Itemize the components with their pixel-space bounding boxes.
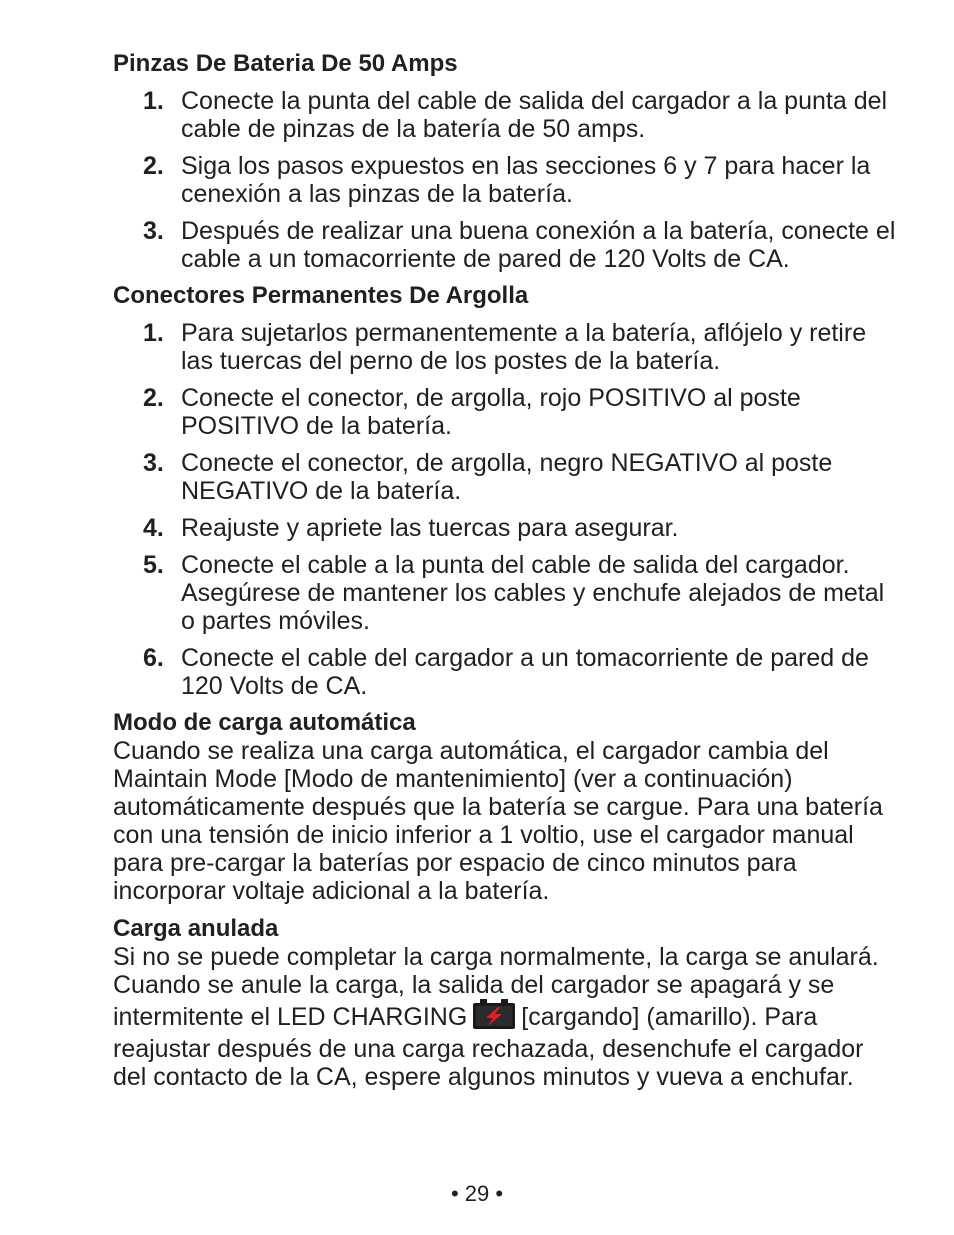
step-text: Conecte el conector, de argolla, negro NEGATIVO al poste NEGATIVO de la batería. (181, 449, 833, 505)
step-number: 4. (143, 514, 164, 542)
list-item (113, 152, 903, 208)
step-text: Reajuste y apriete las tuercas para asegurar. (181, 514, 679, 542)
steps-list-50-amp-clamps (113, 87, 903, 273)
auto-mode-paragraph: Cuando se realiza una carga automática, el cargador cambia del Maintain Mode [Modo de mantenimiento] (ver a continuación) automáticamente después que la batería se cargue. Para una batería con una tensión de inicio inferior a 1 voltio, use el cargador manual para pre-cargar la baterías por espacio de cinco minutos para incorporar voltaje adicional a la batería. (113, 737, 883, 905)
section-heading-50-amp-clamps: Pinzas De Bateria De 50 Amps (113, 50, 458, 77)
manual-page (113, 50, 903, 1091)
step-text: Siga los pasos expuestos en las secciones 6 y 7 para hacer la cenexión a las pinzas de la batería. (181, 152, 871, 208)
page-number: • 29 • (450, 1181, 504, 1206)
aborted-charge-paragraph (113, 943, 903, 1091)
step-number: 5. (143, 551, 164, 579)
section-heading-ring-connectors: Conectores Permanentes De Argolla (113, 282, 529, 309)
step-text: Después de realizar una buena conexión a la batería, conecte el cable a un tomacorriente de pared de 120 Volts de CA. (181, 217, 896, 273)
step-text: Conecte el cable del cargador a un tomacorriente de pared de 120 Volts de CA. (181, 644, 869, 700)
list-item (113, 514, 903, 542)
list-item (113, 644, 903, 700)
step-number: 1. (143, 319, 164, 347)
list-item (113, 551, 903, 635)
step-number: 3. (143, 217, 164, 245)
section-heading-aborted-charge: Carga anulada (113, 915, 279, 942)
aborted-text-before: Si no se puede completar la carga normalmente, la carga se anulará. Cuando se anule la carga, la salida del cargador se apagará y se intermitente el LED CHARGING (113, 943, 879, 1031)
list-item (113, 87, 903, 143)
section-heading-auto-mode: Modo de carga automática (113, 709, 416, 736)
step-number: 2. (143, 152, 164, 180)
list-item (113, 217, 903, 273)
step-number: 6. (143, 644, 164, 672)
step-number: 3. (143, 449, 164, 477)
step-number: 1. (143, 87, 164, 115)
step-text: Conecte el cable a la punta del cable de salida del cargador. Asegúrese de mantener los cables y enchufe alejados de metal o partes móviles. (181, 551, 885, 635)
list-item (113, 384, 903, 440)
step-number: 2. (143, 384, 164, 412)
aborted-text-after: [cargando] (amarillo). Para reajustar después de una carga rechazada, desenchufe el cargador del contacto de la CA, espere algunos minutos y vueva a enchufar. (113, 1003, 864, 1091)
list-item (113, 449, 903, 505)
steps-list-ring-connectors (113, 319, 903, 700)
step-text: Conecte la punta del cable de salida del cargador a la punta del cable de pinzas de la batería de 50 amps. (181, 87, 888, 143)
battery-charging-led-icon (473, 999, 515, 1035)
step-text: Conecte el conector, de argolla, rojo POSITIVO al poste POSITIVO de la batería. (181, 384, 801, 440)
step-text: Para sujetarlos permanentemente a la batería, aflójelo y retire las tuercas del perno de los postes de la batería. (181, 319, 867, 375)
list-item (113, 319, 903, 375)
